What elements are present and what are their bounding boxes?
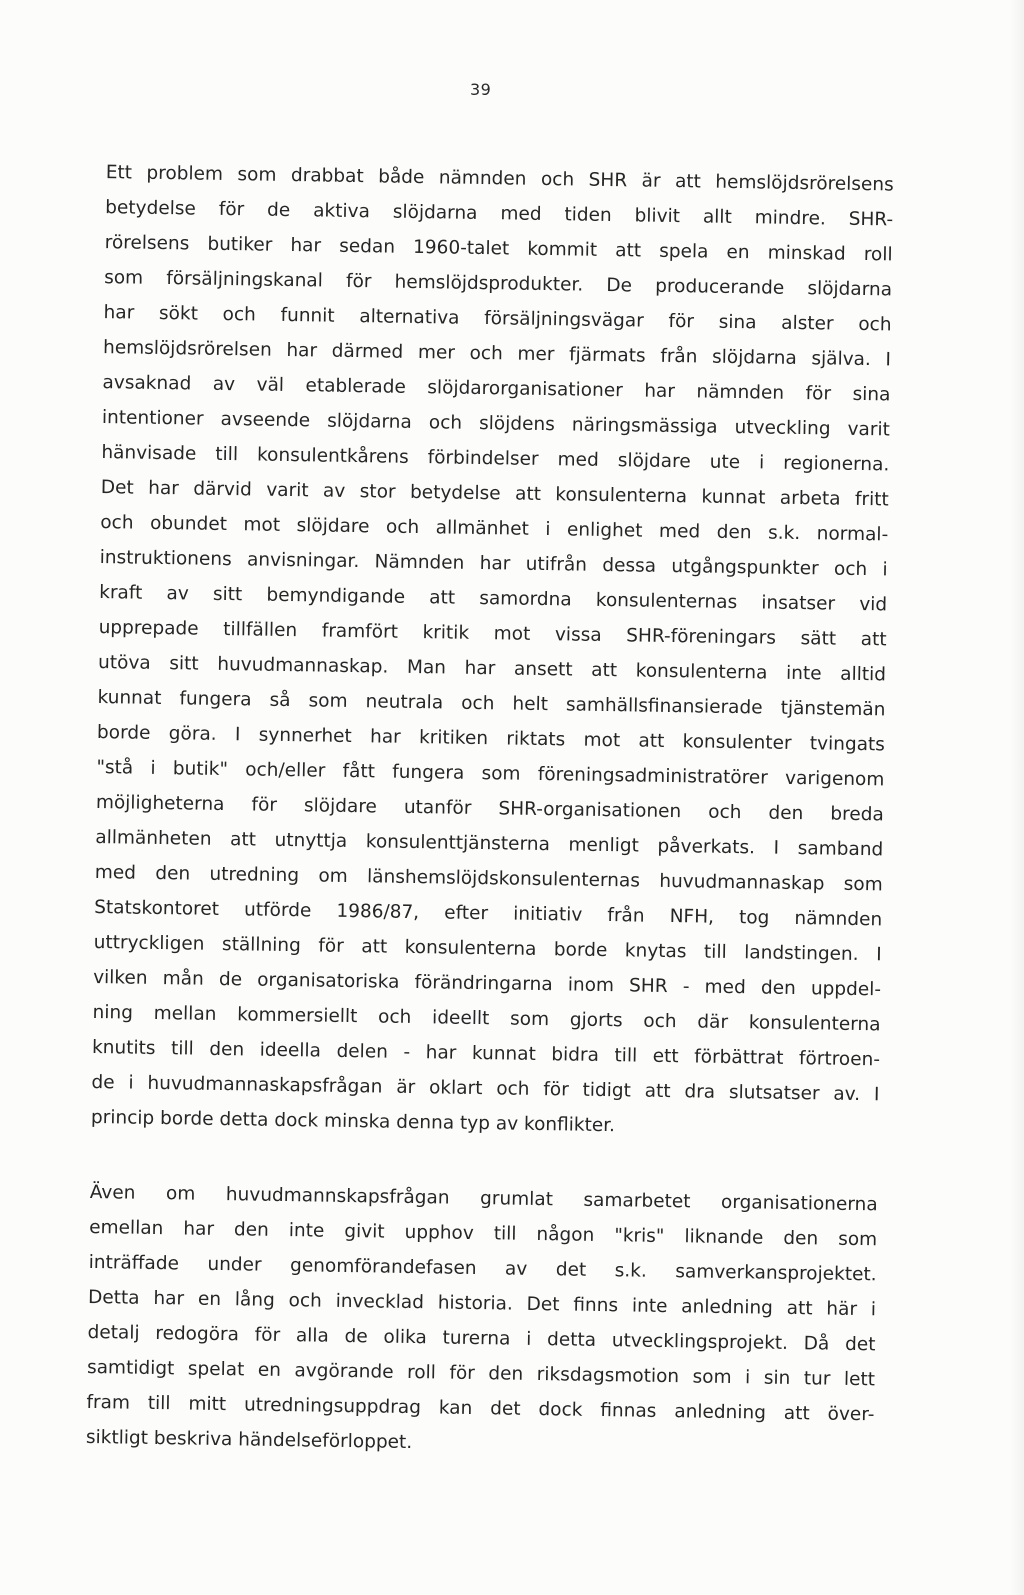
paragraph-1-line: har sökt och funnit alternativa försäljningsvägar för sina alster och [103, 302, 892, 336]
paragraph-1-line: knutits till den ideella delen - har kunnat bidra till ett förbättrat förtroen- [91, 1036, 881, 1071]
paragraph-2-line: fram till mitt utredningsuppdrag kan det dock finnas anledning att över- [86, 1391, 875, 1426]
page-number: 39 [470, 80, 492, 99]
paragraph-1-line: vilken mån de organisatoriska förändringarna inom SHR - med den uppdel- [92, 966, 882, 1001]
paragraph-1-line: Ett problem som drabbat både nämnden och SHR är att hemslöjdsrörelsens [105, 162, 894, 196]
paragraph-1-line: hemslöjdsrörelsen har därmed mer och mer fjärmats från slöjdarna själva. I [102, 337, 892, 371]
paragraph-1-line: betydelse för de aktiva slöjdarna med tiden blivit allt mindre. SHR- [105, 197, 894, 231]
paragraph-1-line: Statskontoret utförde 1986/87, efter initiativ från NFH, tog nämnden [94, 897, 883, 931]
paragraph-1-line: princip borde detta dock minska denna typ av konflikter. [90, 1106, 616, 1137]
paragraph-1-line: uttryckligen ställning för att konsulenterna borde knytas till landstingen. I [93, 931, 882, 966]
paragraph-2-line: inträffade under genomförandefasen av det s.k. samverkansprojektet. [88, 1251, 877, 1286]
paragraph-1-line: borde göra. I synnerhet har kritiken riktats mot att konsulenter tvingats [96, 722, 886, 756]
paragraph-1-line: kraft av sitt bemyndigande att samordna konsulenternas insatser vid [99, 582, 888, 616]
paragraph-1-line: och obundet mot slöjdare och allmänhet i enlighet med den s.k. normal- [100, 512, 889, 546]
paragraph-1-line: möjligheterna för slöjdare utanför SHR-organisationen och den breda [95, 792, 884, 826]
paragraph-2-line: detalj redogöra för alla de olika turerna i detta utvecklingsprojekt. Då det [87, 1321, 876, 1356]
paragraph-1-line: avsaknad av väl etablerade slöjdarorganisationer har nämnden för sina [102, 372, 891, 406]
paragraph-1-line: rörelsens butiker har sedan 1960-talet kommit att spela en minskad roll [104, 232, 893, 266]
paragraph-1-line: som försäljningskanal för hemslöjdsprodukter. De producerande slöjdarna [103, 267, 893, 301]
paragraph-1-line: de i huvudmannaskapsfrågan är oklart och för tidigt att dra slutsatser av. I [91, 1071, 880, 1106]
paragraph-2-line: Detta har en lång och invecklad historia. Det finns inte anledning att här i [87, 1286, 877, 1321]
paragraph-1-line: Det har därvid varit av stor betydelse att konsulenterna kunnat arbeta fritt [100, 477, 889, 511]
paragraph-1-line: upprepade tillfällen framfört kritik mot vissa SHR-föreningars sätt att [98, 617, 887, 651]
paragraph-1-line: kunnat fungera så som neutrala och helt samhällsfinansierade tjänstemän [97, 687, 886, 721]
paragraph-2-line: emellan har den inte givit upphov till någon "kris" liknande den som [89, 1216, 878, 1251]
paragraph-1-line: instruktionens anvisningar. Nämnden har utifrån dessa utgångspunkter och i [99, 547, 888, 581]
paragraph-1-line: allmänheten att utnyttja konsulenttjänsterna menligt påverkats. I samband [95, 827, 884, 861]
paragraph-1-line: intentioner avseende slöjdarna och slöjdens näringsmässiga utveckling varit [101, 407, 891, 441]
paragraph-2-line: Även om huvudmannskapsfrågan grumlat samarbetet organisationerna [89, 1181, 878, 1216]
paragraph-1-line: hänvisade till konsulentkårens förbindelser med slöjdare ute i regionerna. [101, 442, 890, 476]
paragraph-1-line: "stå i butik" och/eller fått fungera som föreningsadministratörer varigenom [96, 757, 885, 791]
paragraph-1-line: ning mellan kommersiellt och ideellt som gjorts och där konsulenterna [92, 1001, 881, 1036]
paragraph-1-line: med den utredning om länshemslöjdskonsulenternas huvudmannaskap som [94, 862, 883, 896]
paragraph-2-line: siktligt beskriva händelseförloppet. [85, 1426, 413, 1454]
paragraph-1-line: utöva sitt huvudmannaskap. Man har ansett att konsulenterna inte alltid [97, 652, 887, 686]
paragraph-2-line: samtidigt spelat en avgörande roll för den riksdagsmotion som i sin tur lett [86, 1356, 876, 1391]
